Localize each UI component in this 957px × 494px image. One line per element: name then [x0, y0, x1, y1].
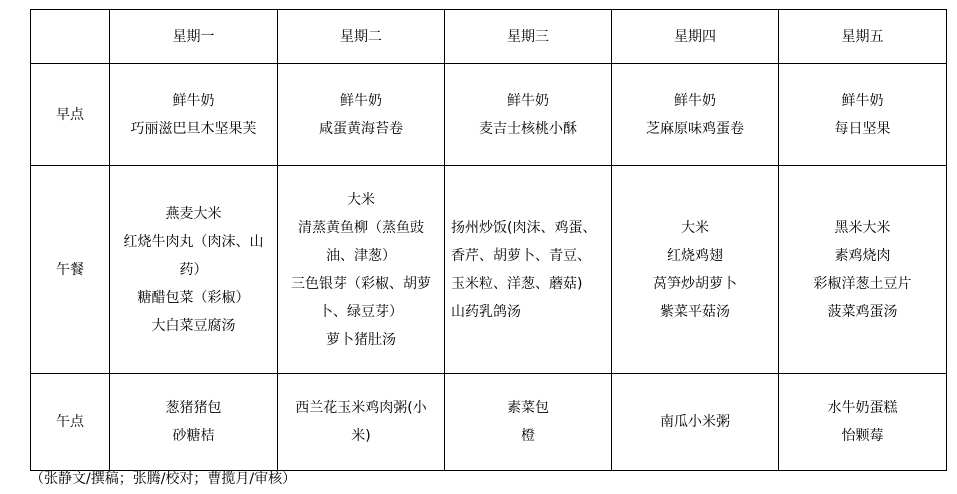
menu-cell: 鲜牛奶 芝麻原味鸡蛋卷 [612, 64, 779, 166]
menu-cell: 黑米大米 素鸡烧肉 彩椒洋葱土豆片 菠菜鸡蛋汤 [779, 166, 947, 374]
credit-line: （张静文/撰稿；张腾/校对；曹揽月/审核） [30, 471, 297, 487]
day-header-thursday: 星期四 [612, 10, 779, 64]
table-row-breakfast [31, 64, 947, 166]
day-header-tuesday: 星期二 [278, 10, 445, 64]
row-label-breakfast: 早点 [31, 64, 110, 166]
menu-cell: 大米 清蒸黄鱼柳（蒸鱼豉 油、津葱） 三色银芽（彩椒、胡萝 卜、绿豆芽） 萝卜猪肚汤 [278, 166, 445, 374]
menu-cell: 素菜包 橙 [445, 374, 612, 471]
table-header-row [31, 10, 947, 64]
row-label-lunch: 午餐 [31, 166, 110, 374]
row-label-snack: 午点 [31, 374, 110, 471]
menu-cell: 鲜牛奶 麦吉士核桃小酥 [445, 64, 612, 166]
day-header-wednesday: 星期三 [445, 10, 612, 64]
table-row-snack [31, 374, 947, 471]
menu-cell: 鲜牛奶 咸蛋黄海苔卷 [278, 64, 445, 166]
menu-cell: 西兰花玉米鸡肉粥(小 米) [278, 374, 445, 471]
menu-cell: 燕麦大米 红烧牛肉丸（肉沫、山 药） 糖醋包菜（彩椒） 大白菜豆腐汤 [110, 166, 278, 374]
menu-cell: 鲜牛奶 每日坚果 [779, 64, 947, 166]
weekly-menu-table [30, 9, 947, 471]
corner-cell [31, 10, 110, 64]
day-header-monday: 星期一 [110, 10, 278, 64]
menu-cell: 水牛奶蛋糕 怡颗莓 [779, 374, 947, 471]
menu-cell: 鲜牛奶 巧丽滋巴旦木坚果芙 [110, 64, 278, 166]
menu-cell: 大米 红烧鸡翅 莴笋炒胡萝卜 紫菜平菇汤 [612, 166, 779, 374]
table-row-lunch [31, 166, 947, 374]
menu-cell: 扬州炒饭(肉沫、鸡蛋、 香芹、胡萝卜、青豆、 玉米粒、洋葱、蘑菇) 山药乳鸽汤 [445, 166, 612, 374]
menu-cell: 南瓜小米粥 [612, 374, 779, 471]
day-header-friday: 星期五 [779, 10, 947, 64]
menu-cell: 葱猪猪包 砂糖桔 [110, 374, 278, 471]
